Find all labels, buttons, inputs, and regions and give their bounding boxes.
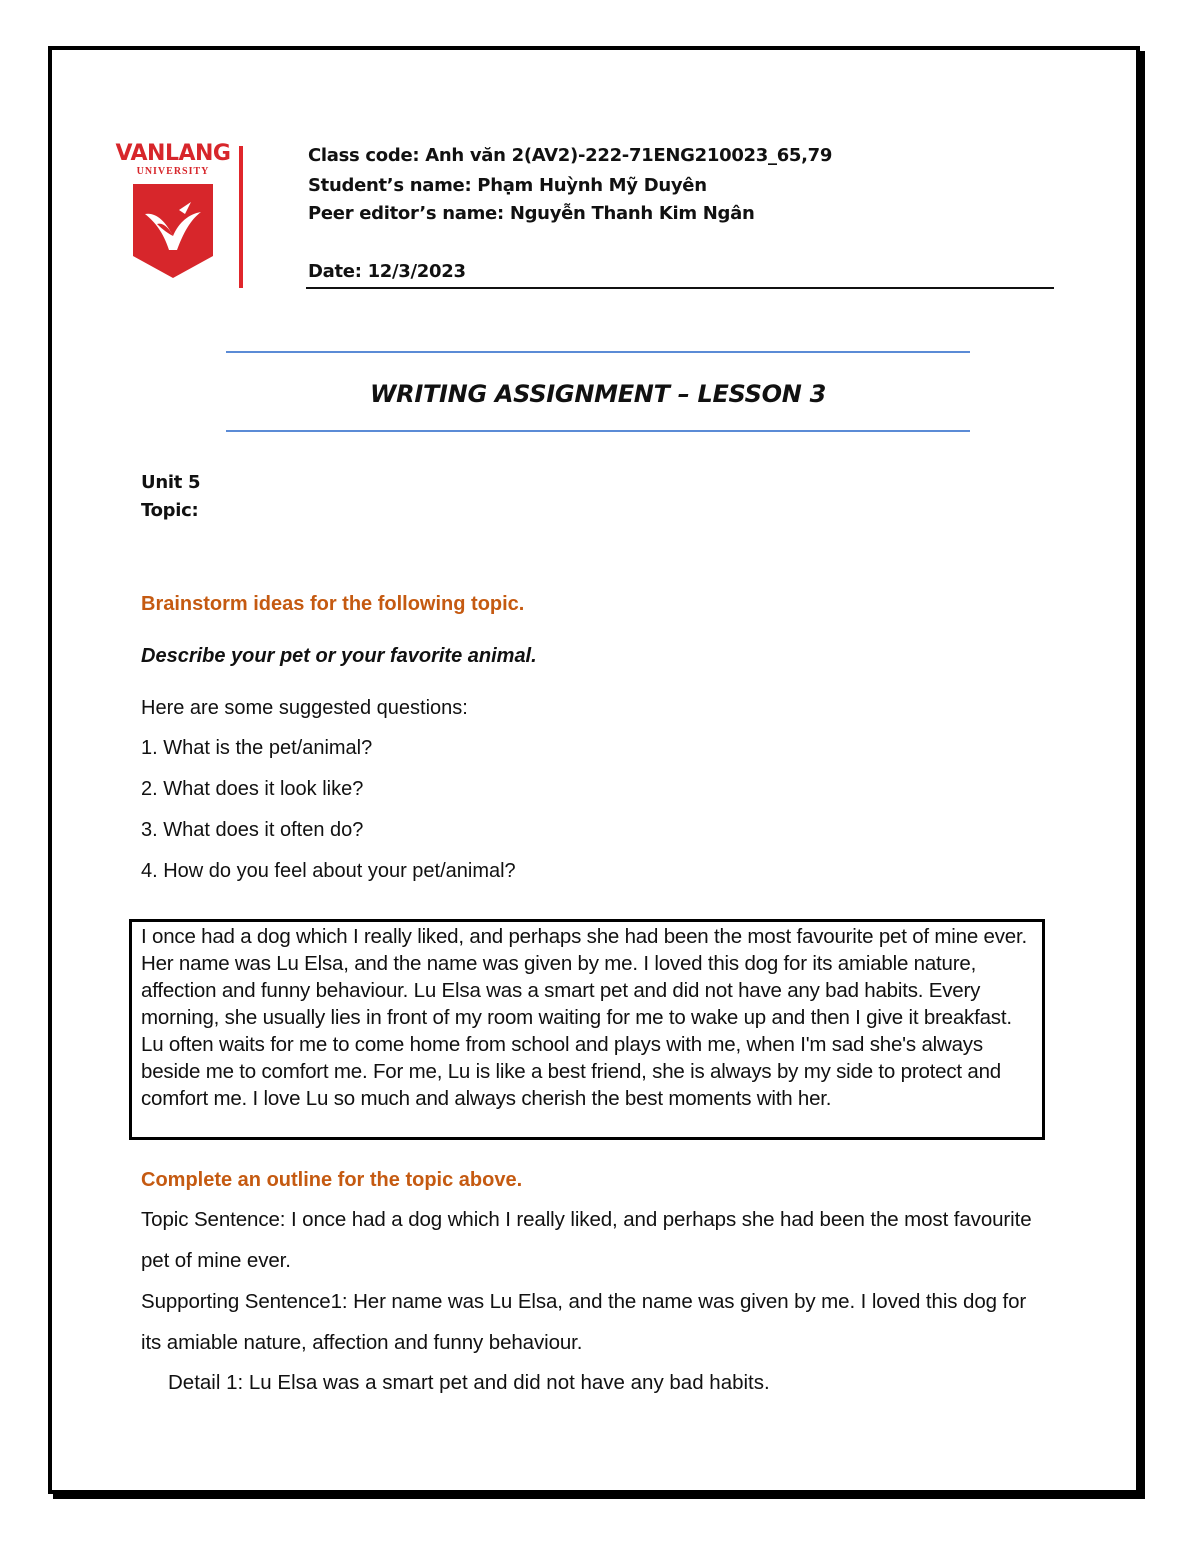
supporting-sentence-1: Supporting Sentence1: Her name was Lu Elsa, and the name was given by me. I loved this dog for its amiable nature, affection and funny behaviour. xyxy=(141,1290,1027,1354)
header-rule xyxy=(306,287,1054,289)
paragraph-text: I once had a dog which I really liked, and perhaps she had been the most favourite pet of mine ever. Her name was Lu Elsa, and the name was given by me. I loved this dog for its amiable nature, affection and funny behaviour. Lu Elsa was a smart pet and did not have any bad habits. Every morning, she usually lies in front of my room waiting for me to wake up and then I give it breakfast. Lu often waits for me to come home from school and plays with me, when I'm sad she's always beside me to comfort me. For me, Lu is like a best friend, she is always by my side to protect and comfort me. I love Lu so much and always cherish the best moments with her. xyxy=(141,925,1027,1110)
question-4: 4. How do you feel about your pet/animal? xyxy=(141,860,516,882)
page-title: WRITING ASSIGNMENT – LESSON 3 xyxy=(369,380,827,408)
shield-logo-icon xyxy=(133,184,213,278)
class-code: Class code: Anh văn 2(AV2)-222-71ENG210023_65,79 xyxy=(308,145,833,166)
student-name: Student’s name: Phạm Huỳnh Mỹ Duyên xyxy=(308,175,707,196)
brainstorm-heading: Brainstorm ideas for the following topic. xyxy=(141,593,525,615)
unit-label: Unit 5 xyxy=(141,472,201,493)
peer-editor-name: Peer editor’s name: Nguyễn Thanh Kim Ngân xyxy=(308,203,755,224)
prompt: Describe your pet or your favorite animal. xyxy=(141,645,537,667)
detail-1: Detail 1: Lu Elsa was a smart pet and did not have any bad habits. xyxy=(168,1371,770,1394)
question-2: 2. What does it look like? xyxy=(141,778,364,800)
questions-intro: Here are some suggested questions: xyxy=(141,697,468,719)
logo-subtitle: UNIVERSITY xyxy=(136,166,210,177)
question-1: 1. What is the pet/animal? xyxy=(141,737,373,759)
logo-wordmark: VANLANG xyxy=(115,141,231,166)
topic-sentence: Topic Sentence: I once had a dog which I really liked, and perhaps she had been the most favourite pet of mine ever. xyxy=(141,1208,1032,1272)
title-rule-bottom xyxy=(226,430,970,432)
logo-divider xyxy=(239,146,243,288)
date: Date: 12/3/2023 xyxy=(308,261,466,282)
outline-heading: Complete an outline for the topic above. xyxy=(141,1169,523,1191)
topic-label: Topic: xyxy=(141,500,199,521)
title-rule-top xyxy=(226,351,970,353)
question-3: 3. What does it often do? xyxy=(141,819,364,841)
